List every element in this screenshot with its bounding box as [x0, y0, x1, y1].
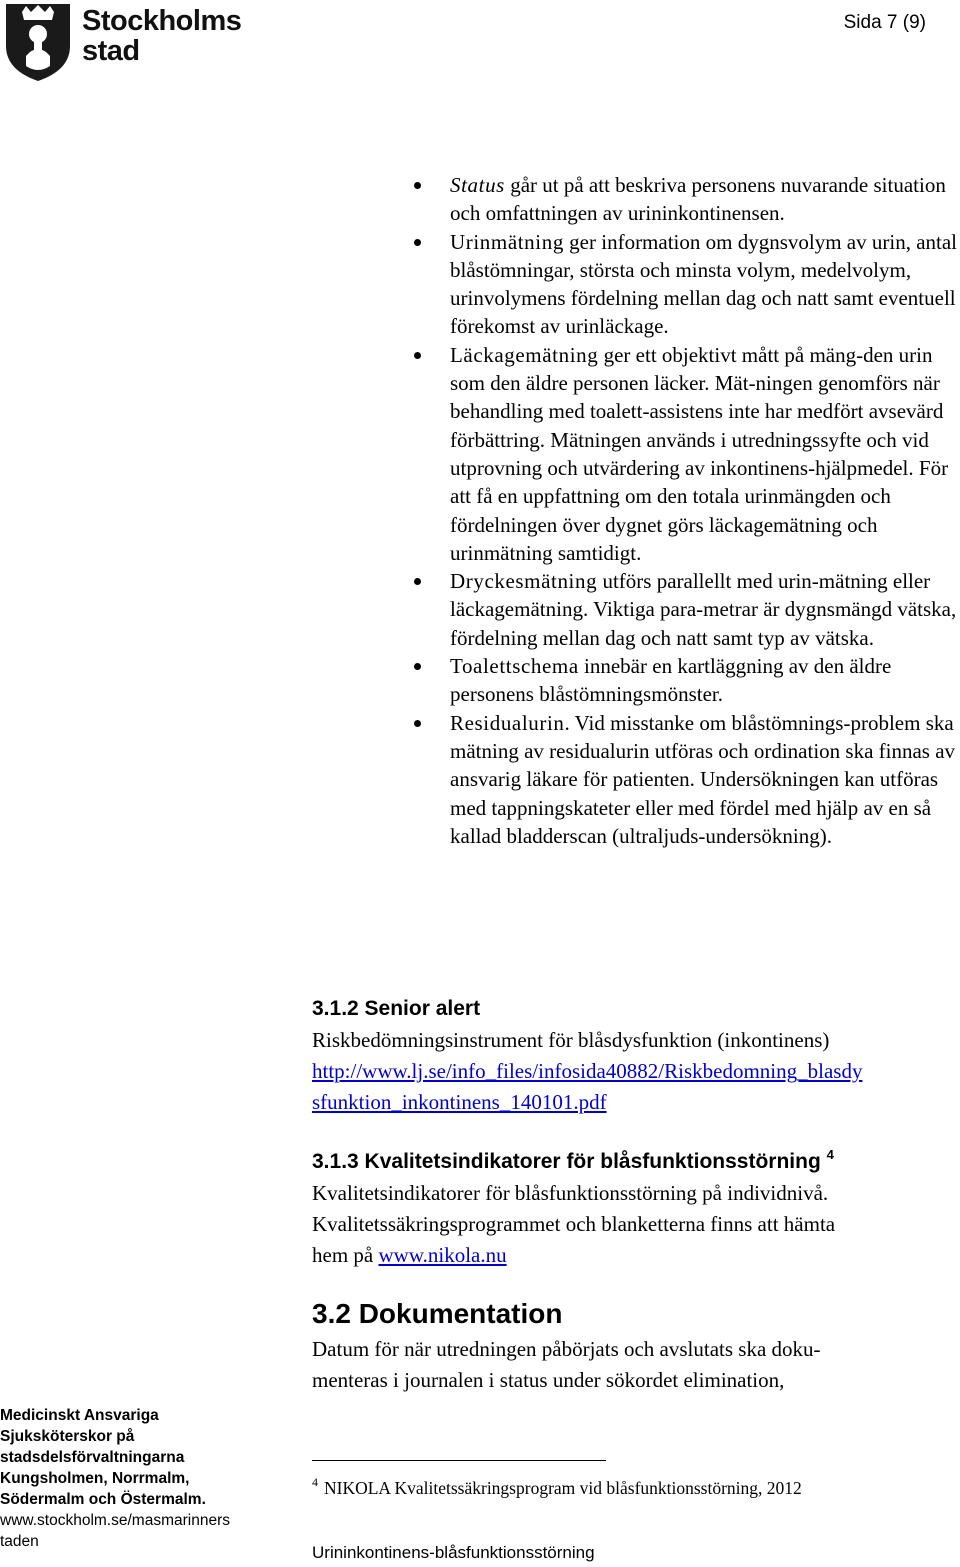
sidebar-url: taden: [0, 1533, 39, 1550]
crown-shield-icon: [4, 0, 72, 82]
org-name: Medicinskt Ansvariga: [0, 1407, 159, 1424]
footnote-divider: [312, 1460, 606, 1461]
sidebar-contact: [0, 1405, 270, 1552]
logo-wordmark: Stockholms stad: [82, 5, 242, 67]
senior-alert-link-paragraph: [312, 1056, 952, 1118]
footer-title: Urininkontinens-blåsfunktionsstörning: [312, 1543, 595, 1562]
list-item: Residualurin. Vid misstanke om blåstömnings-problem ska mätning av residualurin utföras och ordination ska finnas av ansvarig läkare för patienten. Undersökningen kan utföras med tappningskateter eller med fördel med hjälp av en så kallad bladderscan (ultraljuds-undersökning).: [400, 709, 960, 850]
section-text: Datum för när utredningen påbörjats och avslutats ska doku-: [312, 1337, 821, 1361]
org-name: Kungsholmen, Norrmalm,: [0, 1470, 190, 1487]
senior-alert-link[interactable]: http://www.lj.se/info_files/infosida40882/Riskbedomning_blasdy sfunktion_inkontinens_140101.pdf: [312, 1059, 863, 1114]
stockholm-logo: [4, 0, 244, 84]
section-heading: 3.1.2 Senior alert: [312, 997, 481, 1020]
list-item: Toalettschema innebär en kartläggning av den äldre personens blåstömningsmönster.: [400, 652, 960, 709]
section-text: hem på www.nikola.nu: [312, 1243, 507, 1267]
section-text: menteras i journalen i status under sökordet elimination,: [312, 1368, 785, 1392]
list-item: Dryckesmätning utförs parallellt med urin-mätning eller läckagemätning. Viktiga para-metrar är dygnsmängd vätska, fördelning mellan dag och natt samt typ av vätska.: [400, 567, 960, 652]
section-text: Riskbedömningsinstrument för blåsdysfunktion (inkontinens): [312, 1028, 830, 1052]
list-item: Urinmätning ger information om dygnsvolym av urin, antal blåstömningar, största och minsta volym, medelvolym, urinvolymens fördelning mellan dag och natt samt eventuell förekomst av urinläckage.: [400, 228, 960, 341]
section-heading: 3.2 Dokumentation: [312, 1298, 563, 1329]
section-senior-alert: [312, 996, 952, 1118]
section-text: Kvalitetsindikatorer för blåsfunktionsstörning på individnivå.: [312, 1181, 829, 1205]
org-name: stadsdelsförvaltningarna: [0, 1449, 185, 1466]
nikola-link[interactable]: www.nikola.nu: [378, 1243, 507, 1267]
page-number: Sida 7 (9): [843, 12, 926, 33]
sidebar-url: www.stockholm.se/masmarinners: [0, 1512, 230, 1529]
org-name: Södermalm och Östermalm.: [0, 1491, 206, 1508]
section-quality-indicators: [312, 1149, 952, 1271]
footnote-ref[interactable]: 4: [826, 1147, 834, 1162]
footnote-number: 4: [312, 1475, 318, 1489]
footnote: [312, 1475, 802, 1499]
org-name: Sjuksköterskor på: [0, 1428, 135, 1445]
list-item: Läckagemätning ger ett objektivt mått på mäng-den urin som den äldre personen läcker. Mät-ningen genomförs när behandling med toalett-assistens inte har medfört avsevärd förbättring. Mätningen används i utredningssyfte och vid utprovning och utvärdering av inkontinens-hjälpmedel. För att få en uppfattning om den totala urinmängden och fördelningen över dygnet görs läckagemätning och urinmätning samtidigt.: [400, 341, 960, 567]
footnote-text: NIKOLA Kvalitetssäkringsprogram vid blåsfunktionsstörning, 2012: [324, 1478, 802, 1498]
section-heading: 3.1.3 Kvalitetsindikatorer för blåsfunktionsstörning $^4$: [312, 1147, 834, 1173]
section-documentation: [312, 1298, 952, 1396]
assessment-bullet-list: [400, 171, 960, 850]
section-text: Kvalitetssäkringsprogrammet och blanketterna finns att hämta: [312, 1212, 836, 1236]
list-item: Status går ut på att beskriva personens nuvarande situation och omfattningen av urininkontinensen.: [400, 171, 960, 228]
